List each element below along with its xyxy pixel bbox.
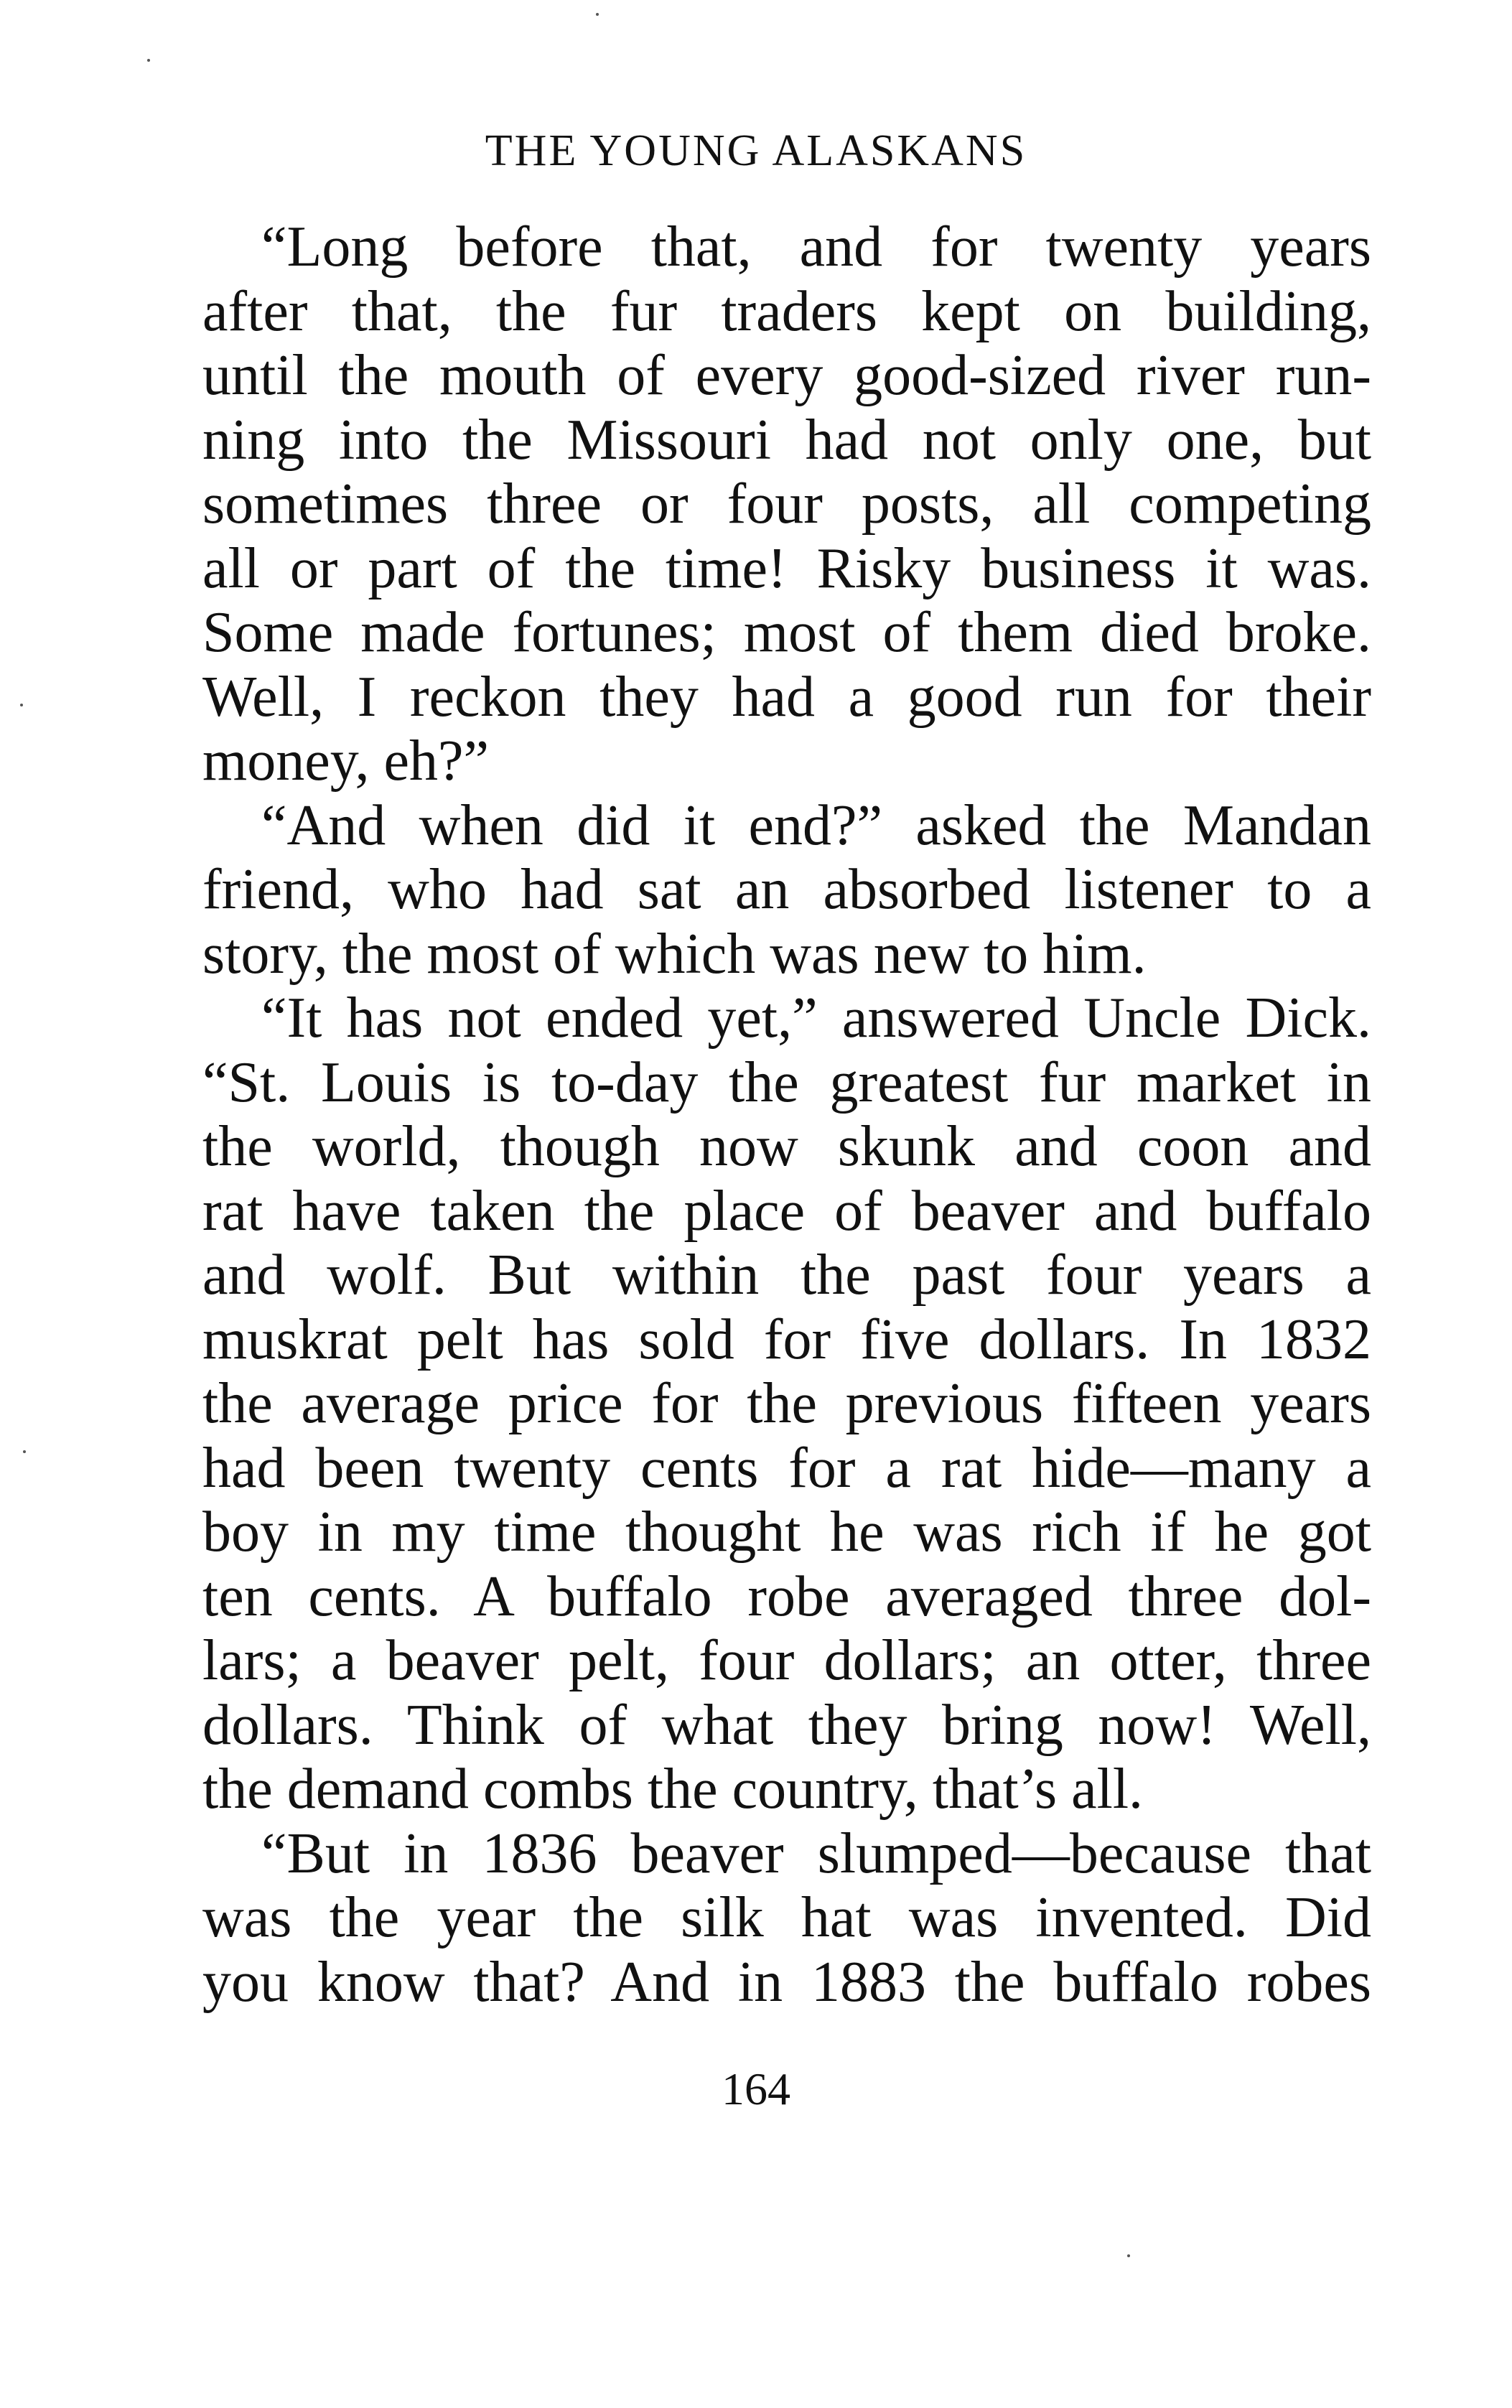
paper-speck [23,1450,26,1453]
text-line: ning into the Missouri had not only one, but [202,408,1371,472]
text-line: lars; a beaver pelt, four dollars; an otter, three [202,1629,1371,1692]
text-line: the demand combs the country, that’s all. [202,1758,1144,1821]
paper-speck [1127,2254,1130,2257]
text-line: ten cents. A buffalo robe averaged three dol- [202,1564,1371,1628]
text-line: “Long before that, and for twenty years [261,215,1371,279]
text-line: “It has not ended yet,” answered Uncle Dick. [261,986,1371,1050]
text-line: rat have taken the place of beaver and buffalo [202,1179,1371,1243]
text-line: had been twenty cents for a rat hide—many a [202,1436,1371,1500]
page-number: 164 [722,2063,790,2114]
text-line: all or part of the time! Risky business it was. [202,536,1371,600]
text-line: muskrat pelt has sold for five dollars. In 1832 [202,1307,1371,1371]
running-head: THE YOUNG ALASKANS [485,126,1027,175]
text-line: Well, I reckon they had a good run for their [202,665,1371,729]
text-line: the average price for the previous fifteen years [202,1372,1371,1435]
text-line: and wolf. But within the past four years a [202,1243,1371,1307]
text-line: the world, though now skunk and coon and [202,1115,1371,1178]
text-line: you know that? And in 1883 the buffalo robes [202,1950,1371,2014]
text-line: “St. Louis is to-day the greatest fur market in [202,1050,1371,1114]
paper-speck [20,704,23,706]
text-line: after that, the fur traders kept on building, [202,279,1371,343]
paper-speck [147,59,150,62]
text-line: sometimes three or four posts, all competing [202,472,1371,536]
text-line: was the year the silk hat was invented. Did [202,1886,1371,1949]
text-line: until the mouth of every good-sized river run- [202,344,1371,407]
text-line: dollars. Think of what they bring now! Well, [202,1693,1371,1757]
paper-speck [596,13,599,16]
body-text [202,215,1371,2015]
text-line: “But in 1836 beaver slumped—because that [261,1821,1371,1885]
text-line: boy in my time thought he was rich if he got [202,1501,1371,1564]
text-line: story, the most of which was new to him. [202,922,1147,986]
text-line: “And when did it end?” asked the Mandan [261,793,1371,857]
text-line: Some made fortunes; most of them died broke. [202,601,1371,664]
text-line: friend, who had sat an absorbed listener to a [202,858,1371,921]
text-line: money, eh?” [202,729,490,793]
